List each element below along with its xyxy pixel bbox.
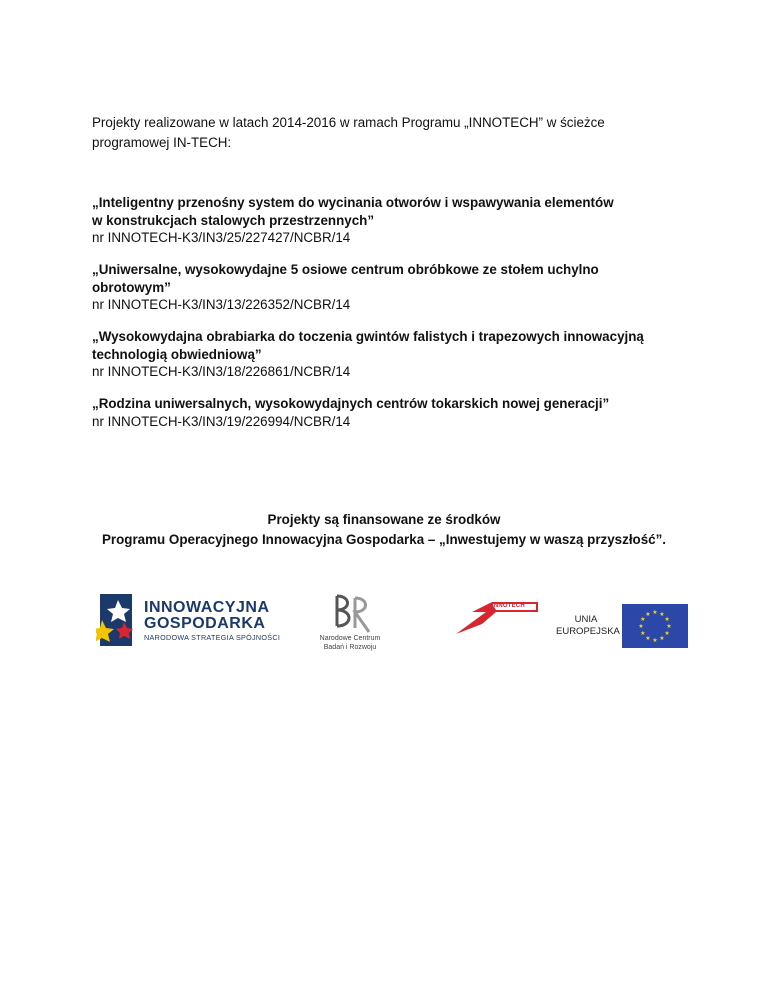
- eu-star-icon: ★: [664, 631, 670, 637]
- ncbr-logo: [315, 592, 385, 654]
- eu-flag-icon: [622, 604, 688, 648]
- eu-star-icon: ★: [664, 617, 670, 623]
- project-title-line: „Inteligentny przenośny system do wycinania otworów i wspawywania elementów: [92, 195, 614, 210]
- project-number: nr INNOTECH-K3/IN3/18/226861/NCBR/14: [92, 364, 351, 379]
- ncbr-emblem-icon: [315, 592, 385, 634]
- project-title-line: „Uniwersalne, wysokowydajne 5 osiowe centrum obróbkowe ze stołem uchylno: [92, 262, 599, 277]
- project-title-line: „Wysokowydajna obrabiarka do toczenia gwintów falistych i trapezowych innowacyjną: [92, 329, 644, 344]
- ue-label: [556, 614, 620, 638]
- project-number: nr INNOTECH-K3/IN3/25/227427/NCBR/14: [92, 230, 351, 245]
- project-2: [92, 261, 692, 314]
- innotech-logo: [452, 598, 542, 638]
- project-title-line: obrotowym”: [92, 279, 171, 295]
- funding-statement: [0, 510, 768, 550]
- ig-subtitle: NARODOWA STRATEGIA SPÓJNOŚCI: [144, 633, 281, 642]
- ig-title-line: GOSPODARKA: [144, 615, 266, 632]
- funding-line: Programu Operacyjnego Innowacyjna Gospodarka – „Inwestujemy w waszą przyszłość”.: [101, 532, 667, 547]
- project-1: [92, 194, 692, 247]
- ig-title: [144, 600, 270, 632]
- logo-strip: [0, 590, 768, 660]
- eu-star-icon: ★: [659, 636, 665, 643]
- innotech-label: INNOTECH: [492, 603, 525, 609]
- project-3: [92, 328, 692, 381]
- eu-star-icon: ★: [659, 611, 665, 618]
- funding-line: Projekty są finansowane ze środków: [267, 512, 501, 527]
- ncbr-caption: [315, 634, 385, 652]
- ncbr-caption-line: Badań i Rozwoju: [323, 644, 377, 651]
- eu-star-icon: ★: [666, 624, 672, 630]
- eu-star-icon: ★: [645, 636, 651, 643]
- eu-star-icon: ★: [652, 638, 658, 644]
- project-title-line: „Rodzina uniwersalnych, wysokowydajnych centrów tokarskich nowej generacji”: [92, 396, 610, 411]
- eu-flag-graphic: [622, 604, 688, 648]
- ncbr-caption-line: Narodowe Centrum: [319, 635, 381, 642]
- project-number: nr INNOTECH-K3/IN3/19/226994/NCBR/14: [92, 413, 351, 429]
- project-title-line: w konstrukcjach stalowych przestrzennych”: [92, 212, 375, 228]
- project-title-line: technologią obwiedniową”: [92, 346, 262, 362]
- innowacyjna-gospodarka-emblem-icon: [96, 592, 136, 648]
- innowacyjna-gospodarka-logo: [96, 592, 296, 652]
- project-number: nr INNOTECH-K3/IN3/13/226352/NCBR/14: [92, 297, 351, 312]
- ue-label-line: UNIA: [574, 614, 598, 625]
- intro-paragraph: Projekty realizowane w latach 2014-2016 w ramach Programu „INNOTECH” w ścieżce programowej IN-TECH:: [92, 115, 605, 150]
- eu-star-icon: ★: [640, 631, 646, 637]
- eu-star-icon: ★: [638, 624, 644, 630]
- ue-label-line: EUROPEJSKA: [556, 626, 620, 637]
- eu-star-icon: ★: [640, 617, 646, 623]
- eu-star-icon: ★: [652, 610, 658, 616]
- ig-title-line: INNOWACYJNA: [144, 599, 270, 616]
- project-4: [92, 395, 692, 430]
- eu-star-icon: ★: [645, 611, 651, 618]
